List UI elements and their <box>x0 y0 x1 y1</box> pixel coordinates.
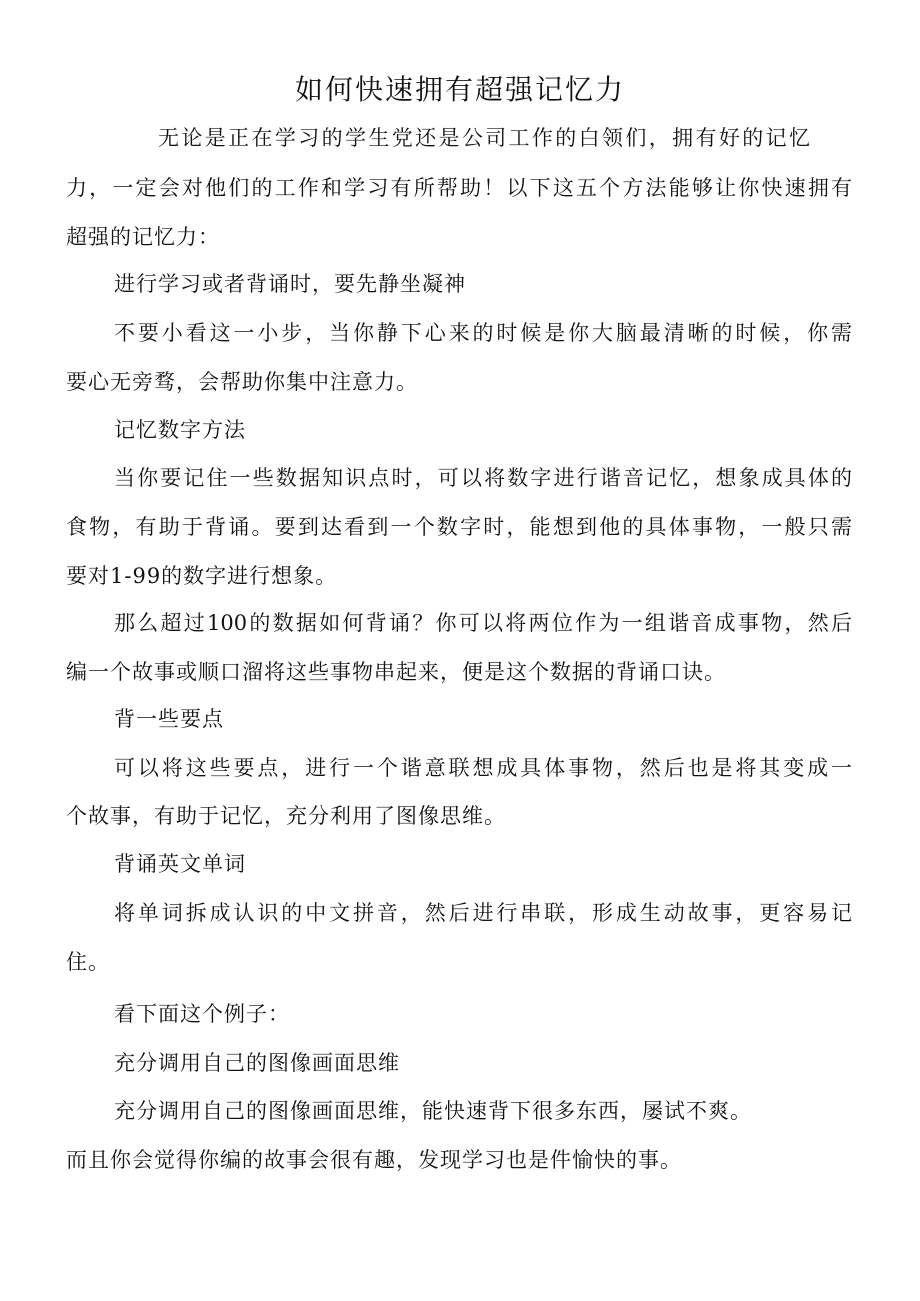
paragraph-line: 那么超过100的数据如何背诵？你可以将两位作为一组谐音成事物，然后 <box>114 611 852 635</box>
section-heading: 背诵英文单词 <box>114 852 246 876</box>
paragraph-line: 力，一定会对他们的工作和学习有所帮助！以下这五个方法能够让你快速拥有 <box>66 176 852 200</box>
paragraph-line: 超强的记忆力： <box>66 225 220 249</box>
paragraph-line: 当你要记住一些数据知识点时，可以将数字进行谐音记忆，想象成具体的 <box>114 466 852 490</box>
paragraph-line: 无论是正在学习的学生党还是公司工作的白领们，拥有好的记忆 <box>158 126 810 150</box>
paragraph-line: 个故事，有助于记忆，充分利用了图像思维。 <box>66 804 506 828</box>
paragraph-line: 看下面这个例子： <box>114 1002 290 1026</box>
section-heading: 进行学习或者背诵时，要先静坐凝神 <box>114 272 466 296</box>
paragraph-line: 编一个故事或顺口溜将这些事物串起来，便是这个数据的背诵口诀。 <box>66 660 726 684</box>
paragraph-line: 而且你会觉得你编的故事会很有趣，发现学习也是件愉快的事。 <box>66 1148 682 1172</box>
paragraph-line: 充分调用自己的图像画面思维，能快速背下很多东西，屡试不爽。 <box>114 1099 752 1123</box>
paragraph-line: 要心无旁骛，会帮助你集中注意力。 <box>66 370 418 394</box>
paragraph-line: 将单词拆成认识的中文拼音，然后进行串联，形成生动故事，更容易记 <box>114 901 852 925</box>
paragraph-line: 要对1-99的数字进行想象。 <box>66 564 338 588</box>
section-heading: 充分调用自己的图像画面思维 <box>114 1051 400 1075</box>
paragraph-line: 食物，有助于背诵。要到达看到一个数字时，能想到他的具体事物，一般只需 <box>66 515 852 539</box>
section-heading: 记忆数字方法 <box>114 418 246 442</box>
paragraph-line: 不要小看这一小步，当你静下心来的时候是你大脑最清晰的时候，你需 <box>114 321 852 345</box>
section-heading: 背一些要点 <box>114 707 224 731</box>
page-title: 如何快速拥有超强记忆力 <box>294 73 625 106</box>
paragraph-line: 可以将这些要点，进行一个谐意联想成具体事物，然后也是将其变成一 <box>114 756 852 780</box>
paragraph-line: 住。 <box>66 950 110 974</box>
